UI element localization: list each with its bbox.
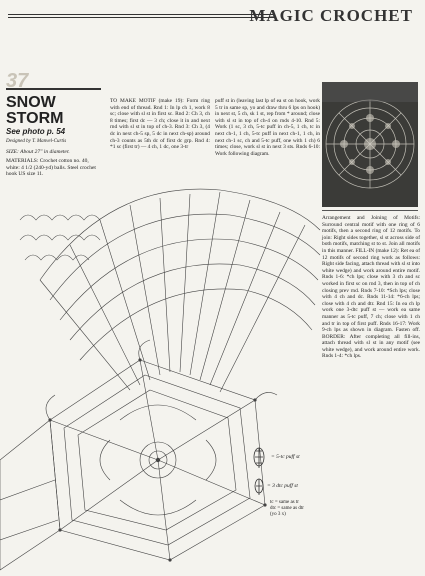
masthead-rule: [8, 17, 275, 18]
instructions-column-1: TO MAKE MOTIF (make 19): Form ring with end of thread. Rnd 1: In lp ch 1, work 8 sc; close with sl st in first sc. Rnd 2: Ch 3, ch 8 times; first dc — 3 ch; close it in and next rnd with sl st in top of ch-3. Rnd 3: Ch 3, (4 dc in next ch-5 sp, 5 dc in next ch-sp) around ch-3 counts as 5th dc of first dc grp. Rnd 4: *1 sc (first tr) — 4 ch, 1 dc, one 3-tr: [110, 98, 210, 151]
see-photo-ref: See photo p. 54: [6, 127, 66, 136]
divider: [6, 88, 101, 90]
masthead: [0, 0, 425, 28]
note-line: dtc = same as dtr: [270, 506, 304, 511]
pattern-number: 37: [6, 70, 29, 92]
instructions-column-3: Arrangement and Joining of Motifs: Surround central motif with one ring of 6 motifs, then a second ring of 12 motifs. To join: Right sides together, sl st across side of both motifs, matching st to st. Join all motifs in this manner. FILL-IN (make 12): Ret ea of 12 motifs of second ring work as follows: Right side facing, attach thread with sl st into white wedge) and work around entire motif. Rnds 1-6: *ch lps; close with 3 ch and sc worked in first sc on rnd 3, then in top of ch closing prev rnd. Rnds 7-10: *Sch lps; close with 4 ch and dc. Rnds 11-14: *6-ch lps; close with 4 ch and dtr. Rnd 15: In ea ch lp work one 3-dtc puff st — work ea same manner as 5-tc puff, 7 ch; close with 1 ch and tr in top of first puff. Rnds 16-17: Work 9-ch lps as shown in diagram. Fasten off. BORDER: After completing all fill-ins, attach thread with sl st in any motif (see white wedge), and work around entire work. Rnds 1-4: *ch lps.: [322, 215, 420, 360]
legend-symbols: [245, 440, 325, 500]
doily-photo-image: [322, 82, 418, 207]
legend-label: = 5-tc puff st: [271, 454, 300, 460]
note-line: (yo 3 x): [270, 512, 286, 517]
size-text: SIZE: About 27" in diameter.: [6, 149, 70, 155]
magazine-title: MAGIC CROCHET: [249, 6, 413, 25]
divider: [322, 210, 418, 211]
instructions-column-2: puff st in (leaving last lp of ea st on hook, work 5 tr in same sp, yo and draw thru 6 lps on hook) in next st, 5 ch, sk 1 st, rep from * around; close with sl st in top of ch-4 on rnds 4-10. Rnd 5: Work (1 sc, 3 ch, 5-tc puff in ch-5, 1 ch, tc in next ch-1, 1 ch, 5-tc puff in next ch-1, 1 ch, in next ch-1 sc, ch and 5-tc puff, one with 1 ch) 6 times; close, work sl st in next 3 sts. Rnds 6-10: Work following diagram.: [215, 98, 320, 157]
doily-photo: [322, 82, 418, 207]
title-line: SNOW: [6, 94, 56, 111]
materials-text: MATERIALS: Crochet cotton no. 40, white: 4 1/2 (240-yd) balls. Steel crochet hook US size 11.: [6, 158, 96, 177]
title-line: STORM: [6, 110, 64, 127]
abbreviation-notes: [270, 500, 330, 518]
stitch-legend: [245, 440, 325, 540]
note-line: tc = same as tr: [270, 500, 299, 505]
masthead-rule: [8, 14, 275, 15]
pattern-title: [6, 95, 63, 127]
designer-credit: Designed by T. Manvel-Curtis: [6, 139, 67, 144]
legend-label: = 3 dtc puff st: [267, 483, 298, 489]
